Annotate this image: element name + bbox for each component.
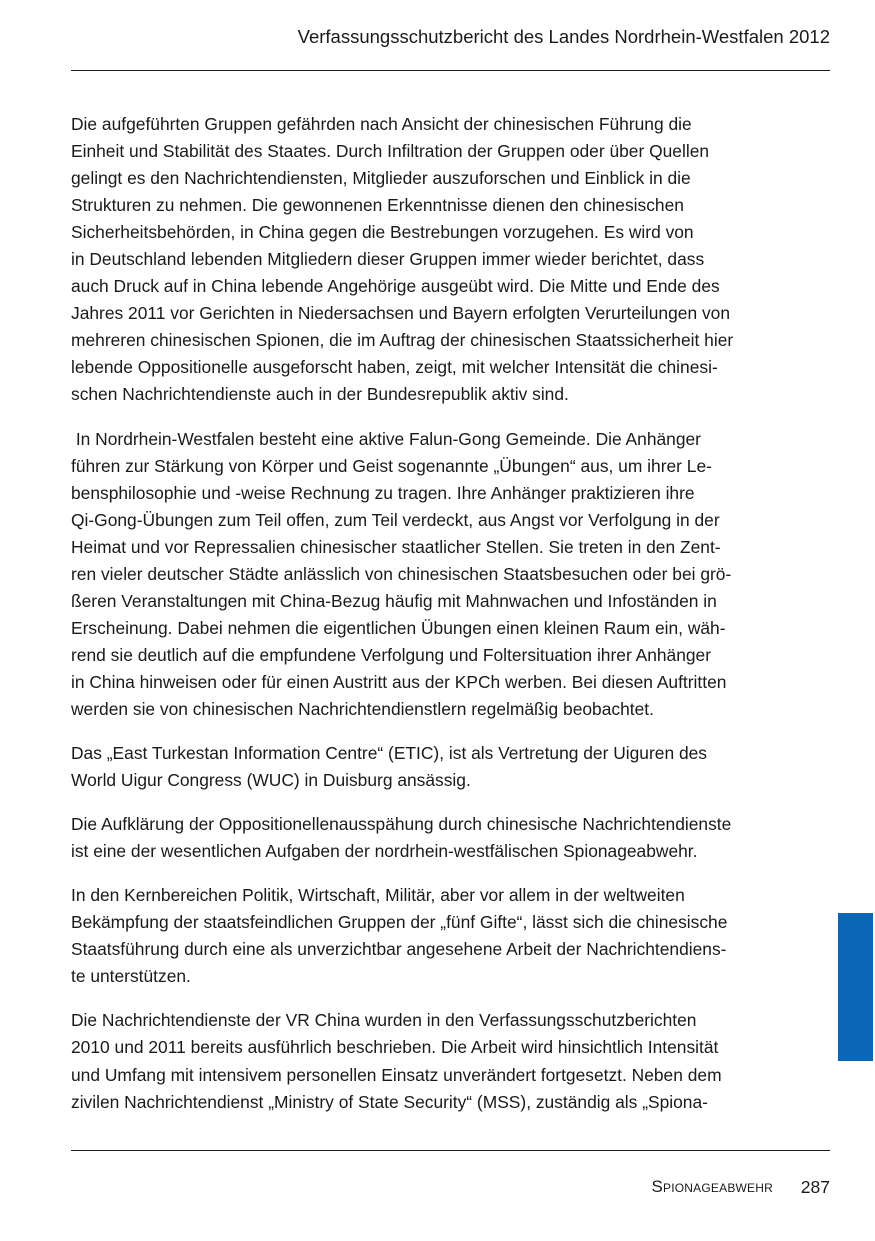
paragraph (71, 426, 801, 724)
header-rule (71, 70, 830, 71)
text-line: mehreren chinesischen Spionen, die im Auftrag der chinesischen Staatssicherheit hier (71, 330, 734, 351)
text-line: Heimat und vor Repressalien chinesischer staatlicher Stellen. Sie treten in den Zent- (71, 536, 721, 557)
text-line: zivilen Nachrichtendienst „Ministry of State Security“ (MSS), zuständig als „Spiona- (71, 1091, 708, 1112)
text-line: rend sie deutlich auf die empfundene Verfolgung und Foltersituation ihrer Anhänger (71, 644, 712, 665)
text-line: Einheit und Stabilität des Staates. Durch Infiltration der Gruppen oder über Quellen (71, 141, 710, 162)
text-line: führen zur Stärkung von Körper und Geist sogenannte „Übungen“ aus, um ihrer Le- (71, 455, 712, 476)
text-line: bensphilosophie und -weise Rechnung zu tragen. Ihre Anhänger praktizieren ihre (71, 482, 695, 503)
text-line: Sicherheitsbehörden, in China gegen die Bestrebungen vorzugehen. Es wird von (71, 222, 694, 243)
text-line: in China hinweisen oder für einen Austritt aus der KPCh werben. Bei diesen Auftritten (71, 671, 727, 692)
text-line: te unterstützen. (71, 966, 191, 987)
text-line: Erscheinung. Dabei nehmen die eigentlichen Übungen einen kleinen Raum ein, wäh- (71, 617, 726, 638)
text-line: lebende Oppositionelle ausgeforscht haben, zeigt, mit welcher Intensität die chinesi- (71, 357, 718, 378)
text-line: World Uigur Congress (WUC) in Duisburg ansässig. (71, 770, 471, 791)
paragraph (71, 1007, 801, 1115)
text-line: auch Druck auf in China lebende Angehörige ausgeübt wird. Die Mitte und Ende des (71, 276, 720, 297)
text-line: schen Nachrichtendienste auch in der Bundesrepublik aktiv sind. (71, 384, 569, 405)
text-line: 2010 und 2011 bereits ausführlich beschrieben. Die Arbeit wird hinsichtlich Intensität (71, 1037, 719, 1058)
text-line: ist eine der wesentlichen Aufgaben der nordrhein-westfälischen Spionageabwehr. (71, 841, 698, 862)
text-line: ßeren Veranstaltungen mit China-Bezug häufig mit Mahnwachen und Infoständen in (71, 590, 717, 611)
body-text (71, 111, 801, 1116)
text-line: In Nordrhein-Westfalen besteht eine aktive Falun-Gong Gemeinde. Die Anhänger (71, 428, 701, 449)
text-line: und Umfang mit intensivem personellen Einsatz unverändert fortgesetzt. Neben dem (71, 1064, 722, 1085)
text-line: In den Kernbereichen Politik, Wirtschaft, Militär, aber vor allem in der weltweiten (71, 885, 685, 906)
text-line: Jahres 2011 vor Gerichten in Niedersachsen und Bayern erfolgten Verurteilungen von (71, 303, 730, 324)
text-line: Die Aufklärung der Oppositionellenausspähung durch chinesische Nachrichtendienste (71, 814, 732, 835)
text-line: gelingt es den Nachrichtendiensten, Mitglieder auszuforschen und Einblick in die (71, 168, 691, 189)
text-line: ren vieler deutscher Städte anlässlich von chinesischen Staatsbesuchen oder bei grö- (71, 563, 732, 584)
paragraph (71, 111, 801, 409)
text-line: werden sie von chinesischen Nachrichtendienstlern regelmäßig beobachtet. (71, 698, 654, 719)
paragraph (71, 811, 801, 865)
text-line: Staatsführung durch eine als unverzichtbar angesehene Arbeit der Nachrichtendiens- (71, 939, 727, 960)
text-line: Das „East Turkestan Information Centre“ (ETIC), ist als Vertretung der Uiguren des (71, 743, 707, 764)
footer-section-title: Spionageabwehr (651, 1177, 773, 1196)
paragraph (71, 882, 801, 990)
text-line: in Deutschland lebenden Mitgliedern dieser Gruppen immer wieder berichtet, dass (71, 249, 705, 270)
text-line: Die Nachrichtendienste der VR China wurden in den Verfassungsschutzberichten (71, 1010, 697, 1031)
running-header-title: Verfassungsschutzbericht des Landes Nordrhein-Westfalen 2012 (297, 26, 830, 47)
footer-rule (71, 1150, 830, 1151)
text-line: Bekämpfung der staatsfeindlichen Gruppen der „fünf Gifte“, lässt sich die chinesische (71, 912, 728, 933)
paragraph (71, 740, 801, 794)
text-line: Die aufgeführten Gruppen gefährden nach Ansicht der chinesischen Führung die (71, 114, 692, 134)
text-line: Qi-Gong-Übungen zum Teil offen, zum Teil verdeckt, aus Angst vor Verfolgung in der (71, 509, 720, 530)
chapter-tab-marker (838, 913, 873, 1061)
page-number: 287 (800, 1177, 830, 1197)
text-line: Strukturen zu nehmen. Die gewonnenen Erkenntnisse dienen den chinesischen (71, 195, 684, 216)
